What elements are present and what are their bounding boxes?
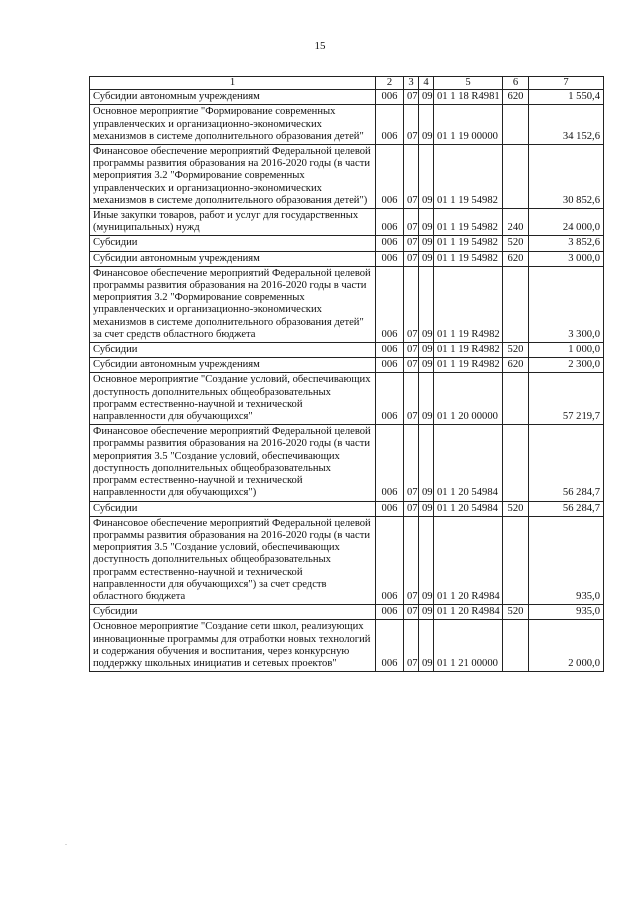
- cell-csr: 01 1 19 54982: [434, 209, 503, 236]
- cell-sum: 935,0: [529, 516, 604, 604]
- cell-rz: 07: [404, 358, 419, 373]
- cell-name: Финансовое обеспечение мероприятий Федеральной целевой программы развития образования на 2016-2020 годы в части мероприятия 3.2 "Формирование современных управленческих и организационно-экономических механизмов в системе дополнительного образования детей" за счет средств областного бюджета: [90, 266, 376, 342]
- cell-csr: 01 1 19 00000: [434, 105, 503, 145]
- table-row: [90, 605, 604, 620]
- cell-pr: 09: [419, 90, 434, 105]
- cell-rz: 07: [404, 90, 419, 105]
- cell-name: Основное мероприятие "Формирование современных управленческих и организационно-экономических механизмов в системе дополнительного образования детей": [90, 105, 376, 145]
- cell-ved: 006: [376, 373, 404, 425]
- table-row: [90, 266, 604, 342]
- cell-rz: 07: [404, 373, 419, 425]
- header-ved: 2: [376, 77, 404, 90]
- cell-pr: 09: [419, 620, 434, 672]
- cell-pr: 09: [419, 145, 434, 209]
- cell-rz: 07: [404, 209, 419, 236]
- margin-mark: .: [65, 838, 67, 847]
- cell-rz: 07: [404, 343, 419, 358]
- cell-csr: 01 1 19 R4982: [434, 358, 503, 373]
- cell-name: Финансовое обеспечение мероприятий Федеральной целевой программы развития образования на 2016-2020 годы (в части мероприятия 3.5 "Создание условий, обеспечивающих доступность дополнительных общеобразовательных программ естественно-научной и технической направленности для обучающихся") за счет средств областного бюджета: [90, 516, 376, 604]
- cell-name: Иные закупки товаров, работ и услуг для государственных (муниципальных) нужд: [90, 209, 376, 236]
- header-csr: 5: [434, 77, 503, 90]
- cell-vr: 620: [503, 358, 529, 373]
- header-row: [90, 77, 604, 90]
- table-row: [90, 209, 604, 236]
- cell-pr: 09: [419, 251, 434, 266]
- cell-rz: 07: [404, 425, 419, 501]
- cell-vr: 620: [503, 90, 529, 105]
- table-header: [90, 77, 604, 90]
- cell-rz: 07: [404, 251, 419, 266]
- cell-pr: 09: [419, 373, 434, 425]
- table-row: [90, 620, 604, 672]
- header-sum: 7: [529, 77, 604, 90]
- cell-sum: 3 852,6: [529, 236, 604, 251]
- cell-sum: 2 000,0: [529, 620, 604, 672]
- budget-table: [89, 76, 604, 672]
- cell-csr: 01 1 21 00000: [434, 620, 503, 672]
- cell-ved: 006: [376, 620, 404, 672]
- cell-ved: 006: [376, 266, 404, 342]
- cell-pr: 09: [419, 266, 434, 342]
- table-row: [90, 251, 604, 266]
- cell-ved: 006: [376, 105, 404, 145]
- cell-rz: 07: [404, 620, 419, 672]
- cell-csr: 01 1 19 54982: [434, 145, 503, 209]
- cell-ved: 006: [376, 145, 404, 209]
- cell-name: Субсидии: [90, 236, 376, 251]
- cell-csr: 01 1 20 54984: [434, 425, 503, 501]
- cell-pr: 09: [419, 358, 434, 373]
- table-row: [90, 425, 604, 501]
- cell-sum: 24 000,0: [529, 209, 604, 236]
- cell-ved: 006: [376, 90, 404, 105]
- table-row: [90, 145, 604, 209]
- cell-sum: 30 852,6: [529, 145, 604, 209]
- cell-ved: 006: [376, 251, 404, 266]
- table-row: [90, 105, 604, 145]
- cell-ved: 006: [376, 343, 404, 358]
- cell-sum: 34 152,6: [529, 105, 604, 145]
- cell-pr: 09: [419, 501, 434, 516]
- cell-csr: 01 1 19 R4982: [434, 266, 503, 342]
- cell-csr: 01 1 20 00000: [434, 373, 503, 425]
- cell-sum: 3 000,0: [529, 251, 604, 266]
- cell-ved: 006: [376, 209, 404, 236]
- cell-rz: 07: [404, 501, 419, 516]
- table-row: [90, 501, 604, 516]
- cell-sum: 56 284,7: [529, 501, 604, 516]
- header-rz: 3: [404, 77, 419, 90]
- cell-sum: 56 284,7: [529, 425, 604, 501]
- cell-name: Основное мероприятие "Создание сети школ, реализующих инновационные программы для отработки новых технологий и содержания обучения и воспитания, через конкурсную поддержку школьных инициатив и сетевых проектов": [90, 620, 376, 672]
- table-row: [90, 343, 604, 358]
- cell-sum: 57 219,7: [529, 373, 604, 425]
- cell-vr: [503, 425, 529, 501]
- cell-rz: 07: [404, 605, 419, 620]
- cell-ved: 006: [376, 605, 404, 620]
- table-row: [90, 516, 604, 604]
- cell-rz: 07: [404, 516, 419, 604]
- cell-sum: 3 300,0: [529, 266, 604, 342]
- cell-vr: [503, 373, 529, 425]
- cell-vr: 240: [503, 209, 529, 236]
- cell-pr: 09: [419, 236, 434, 251]
- cell-pr: 09: [419, 425, 434, 501]
- cell-csr: 01 1 19 R4982: [434, 343, 503, 358]
- cell-rz: 07: [404, 266, 419, 342]
- cell-pr: 09: [419, 605, 434, 620]
- cell-vr: 520: [503, 501, 529, 516]
- cell-pr: 09: [419, 516, 434, 604]
- table-body: [90, 90, 604, 672]
- cell-vr: [503, 105, 529, 145]
- cell-vr: [503, 516, 529, 604]
- cell-vr: 520: [503, 605, 529, 620]
- table-row: [90, 358, 604, 373]
- table-row: [90, 236, 604, 251]
- cell-vr: 520: [503, 343, 529, 358]
- cell-name: Субсидии: [90, 605, 376, 620]
- cell-name: Субсидии автономным учреждениям: [90, 251, 376, 266]
- header-vr: 6: [503, 77, 529, 90]
- cell-name: Основное мероприятие "Создание условий, обеспечивающих доступность дополнительных общеобразовательных программ естественно-научной и технической направленности для обучающихся": [90, 373, 376, 425]
- cell-csr: 01 1 20 54984: [434, 501, 503, 516]
- header-name: 1: [90, 77, 376, 90]
- cell-vr: [503, 620, 529, 672]
- table-row: [90, 373, 604, 425]
- cell-pr: 09: [419, 209, 434, 236]
- cell-name: Субсидии: [90, 501, 376, 516]
- cell-ved: 006: [376, 425, 404, 501]
- cell-name: Финансовое обеспечение мероприятий Федеральной целевой программы развития образования на 2016-2020 годы (в части мероприятия 3.5 "Создание условий, обеспечивающих доступность дополнительных общеобразовательных программ естественно-научной и технической направленности для обучающихся"): [90, 425, 376, 501]
- cell-ved: 006: [376, 501, 404, 516]
- header-pr: 4: [419, 77, 434, 90]
- cell-rz: 07: [404, 236, 419, 251]
- cell-rz: 07: [404, 105, 419, 145]
- cell-csr: 01 1 20 R4984: [434, 605, 503, 620]
- cell-pr: 09: [419, 343, 434, 358]
- cell-ved: 006: [376, 516, 404, 604]
- table-row: [90, 90, 604, 105]
- cell-ved: 006: [376, 358, 404, 373]
- cell-vr: [503, 145, 529, 209]
- cell-sum: 1 550,4: [529, 90, 604, 105]
- cell-sum: 1 000,0: [529, 343, 604, 358]
- cell-csr: 01 1 18 R4981: [434, 90, 503, 105]
- cell-vr: [503, 266, 529, 342]
- cell-vr: 620: [503, 251, 529, 266]
- cell-csr: 01 1 20 R4984: [434, 516, 503, 604]
- cell-name: Субсидии: [90, 343, 376, 358]
- page-number: 15: [314, 40, 326, 52]
- cell-csr: 01 1 19 54982: [434, 236, 503, 251]
- cell-name: Субсидии автономным учреждениям: [90, 358, 376, 373]
- cell-csr: 01 1 19 54982: [434, 251, 503, 266]
- cell-name: Финансовое обеспечение мероприятий Федеральной целевой программы развития образования на 2016-2020 годы (в части мероприятия 3.2 "Формирование современных управленческих и организационно-экономических механизмов в системе дополнительного образования детей"): [90, 145, 376, 209]
- cell-vr: 520: [503, 236, 529, 251]
- cell-name: Субсидии автономным учреждениям: [90, 90, 376, 105]
- cell-sum: 935,0: [529, 605, 604, 620]
- cell-rz: 07: [404, 145, 419, 209]
- cell-sum: 2 300,0: [529, 358, 604, 373]
- cell-ved: 006: [376, 236, 404, 251]
- cell-pr: 09: [419, 105, 434, 145]
